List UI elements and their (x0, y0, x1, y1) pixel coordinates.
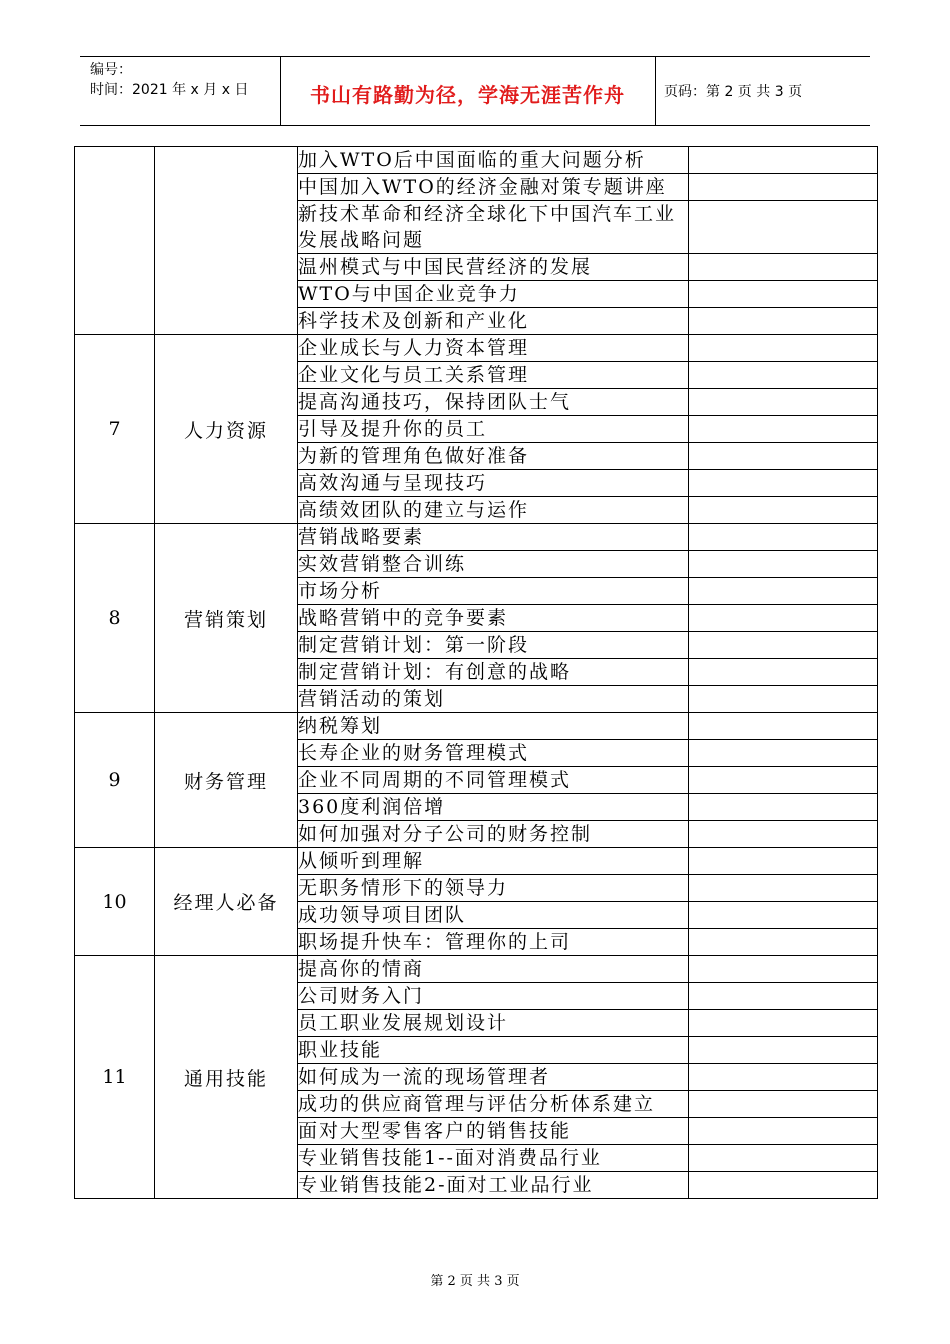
course-title: WTO与中国企业竞争力 (298, 281, 689, 308)
group-category: 经理人必备 (155, 848, 298, 956)
group-number: 8 (75, 524, 155, 713)
blank-cell (689, 767, 878, 794)
blank-cell (689, 416, 878, 443)
blank-cell (689, 1037, 878, 1064)
table-row (75, 524, 878, 551)
course-title: 战略营销中的竞争要素 (298, 605, 689, 632)
course-title: 为新的管理角色做好准备 (298, 443, 689, 470)
blank-cell (689, 659, 878, 686)
blank-cell (689, 551, 878, 578)
course-title: 360度利润倍增 (298, 794, 689, 821)
blank-cell (689, 821, 878, 848)
course-title: 高效沟通与呈现技巧 (298, 470, 689, 497)
blank-cell (689, 201, 878, 254)
blank-cell (689, 1145, 878, 1172)
blank-cell (689, 1172, 878, 1199)
blank-cell (689, 956, 878, 983)
table-row (75, 335, 878, 362)
course-title: 提高你的情商 (298, 956, 689, 983)
course-title: 职场提升快车：管理你的上司 (298, 929, 689, 956)
course-title: 专业销售技能2-面对工业品行业 (298, 1172, 689, 1199)
blank-cell (689, 1010, 878, 1037)
page-footer: 第 2 页 共 3 页 (430, 1274, 520, 1289)
blank-cell (689, 497, 878, 524)
motto-text: 书山有路勤为径，学海无涯苦作舟 (310, 83, 625, 107)
course-title: 成功的供应商管理与评估分析体系建立 (298, 1091, 689, 1118)
group-number: 10 (75, 848, 155, 956)
group-number: 9 (75, 713, 155, 848)
course-title: 中国加入WTO的经济金融对策专题讲座 (298, 174, 689, 201)
header-page-cell (656, 57, 870, 125)
blank-cell (689, 1091, 878, 1118)
page-info: 页码：第 2 页 共 3 页 (664, 84, 803, 100)
course-title: 如何加强对分子公司的财务控制 (298, 821, 689, 848)
course-title: 纳税筹划 (298, 713, 689, 740)
group-category (155, 147, 298, 335)
blank-cell (689, 470, 878, 497)
group-number: 11 (75, 956, 155, 1199)
course-title: 温州模式与中国民营经济的发展 (298, 254, 689, 281)
course-title: 长寿企业的财务管理模式 (298, 740, 689, 767)
course-title: 企业成长与人力资本管理 (298, 335, 689, 362)
number-label: 编号： (90, 62, 132, 78)
course-title: 无职务情形下的领导力 (298, 875, 689, 902)
group-number: 7 (75, 335, 155, 524)
course-title: 从倾听到理解 (298, 848, 689, 875)
time-label: 时间：2021 年 x 月 x 日 (90, 82, 249, 98)
blank-cell (689, 281, 878, 308)
blank-cell (689, 335, 878, 362)
course-table (74, 146, 878, 1199)
course-title: 加入WTO后中国面临的重大问题分析 (298, 147, 689, 174)
blank-cell (689, 686, 878, 713)
course-title: 员工职业发展规划设计 (298, 1010, 689, 1037)
course-title: 制定营销计划：有创意的战略 (298, 659, 689, 686)
course-title: 如何成为一流的现场管理者 (298, 1064, 689, 1091)
course-title: 营销战略要素 (298, 524, 689, 551)
header-motto-cell (280, 57, 656, 125)
blank-cell (689, 254, 878, 281)
course-title: 制定营销计划：第一阶段 (298, 632, 689, 659)
header-meta-cell (80, 57, 281, 125)
blank-cell (689, 983, 878, 1010)
blank-cell (689, 389, 878, 416)
course-title: 科学技术及创新和产业化 (298, 308, 689, 335)
group-category: 人力资源 (155, 335, 298, 524)
blank-cell (689, 147, 878, 174)
blank-cell (689, 902, 878, 929)
table-row (75, 147, 878, 174)
blank-cell (689, 794, 878, 821)
course-title: 职业技能 (298, 1037, 689, 1064)
blank-cell (689, 578, 878, 605)
course-title: 专业销售技能1--面对消费品行业 (298, 1145, 689, 1172)
blank-cell (689, 632, 878, 659)
blank-cell (689, 875, 878, 902)
blank-cell (689, 740, 878, 767)
blank-cell (689, 443, 878, 470)
blank-cell (689, 848, 878, 875)
group-number (75, 147, 155, 335)
group-category: 财务管理 (155, 713, 298, 848)
course-title: 企业文化与员工关系管理 (298, 362, 689, 389)
course-title: 提高沟通技巧，保持团队士气 (298, 389, 689, 416)
blank-cell (689, 308, 878, 335)
group-category: 营销策划 (155, 524, 298, 713)
blank-cell (689, 1118, 878, 1145)
course-title: 新技术革命和经济全球化下中国汽车工业发展战略问题 (298, 201, 689, 254)
course-title: 公司财务入门 (298, 983, 689, 1010)
blank-cell (689, 1064, 878, 1091)
course-title: 引导及提升你的员工 (298, 416, 689, 443)
course-title: 面对大型零售客户的销售技能 (298, 1118, 689, 1145)
course-title: 营销活动的策划 (298, 686, 689, 713)
blank-cell (689, 174, 878, 201)
table-row (75, 713, 878, 740)
blank-cell (689, 929, 878, 956)
blank-cell (689, 713, 878, 740)
blank-cell (689, 362, 878, 389)
group-category: 通用技能 (155, 956, 298, 1199)
course-title: 高绩效团队的建立与运作 (298, 497, 689, 524)
table-row (75, 956, 878, 983)
course-title: 成功领导项目团队 (298, 902, 689, 929)
blank-cell (689, 605, 878, 632)
table-row (75, 848, 878, 875)
course-title: 企业不同周期的不同管理模式 (298, 767, 689, 794)
page-header (80, 56, 870, 126)
blank-cell (689, 524, 878, 551)
course-title: 实效营销整合训练 (298, 551, 689, 578)
course-title: 市场分析 (298, 578, 689, 605)
